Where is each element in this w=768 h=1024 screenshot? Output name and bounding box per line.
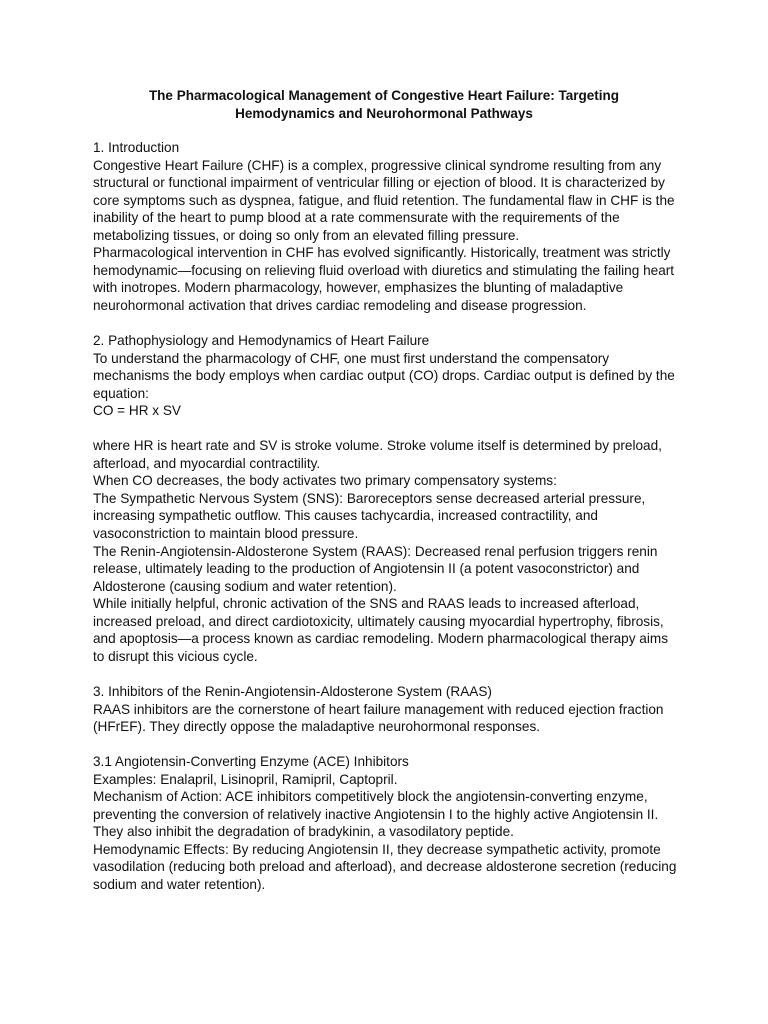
paragraph: where HR is heart rate and SV is stroke volume. Stroke volume itself is determined by preload, afterload, and myocardial contractility. bbox=[93, 438, 662, 471]
document-body bbox=[93, 139, 683, 894]
section-heading: 1. Introduction bbox=[93, 140, 180, 155]
paragraph: The Sympathetic Nervous System (SNS): Baroreceptors sense decreased arterial pressure, increasing sympathetic outflow. This causes tachycardia, increased contractility, and vasoconstriction to maintain blood pressure. bbox=[93, 490, 646, 542]
subsection-heading: 3.1 Angiotensin-Converting Enzyme (ACE) Inhibitors bbox=[93, 754, 409, 770]
blank-line bbox=[93, 736, 683, 754]
paragraph: RAAS inhibitors are the cornerstone of heart failure management with reduced ejection fraction (HFrEF). They directly oppose the maladaptive neurohormonal responses. bbox=[93, 701, 664, 735]
paragraph: Hemodynamic Effects: By reducing Angiotensin II, they decrease sympathetic activity, promote vasodilation (reducing both preload and afterload), and decrease aldosterone secretion (reducing sodium and water retention). bbox=[93, 841, 677, 892]
blank-line bbox=[93, 314, 683, 332]
paragraph: To understand the pharmacology of CHF, one must first understand the compensatory mechanisms the body employs when cardiac output (CO) drops. Cardiac output is defined by the equation: bbox=[93, 350, 675, 401]
blank-line bbox=[93, 665, 683, 683]
paragraph: While initially helpful, chronic activation of the SNS and RAAS leads to increased afterload, increased preload, and direct cardiotoxicity, ultimately causing myocardial hypertrophy, fibrosis, and apoptosis—a process known as cardiac remodeling. Modern pharmacological therapy aims to disrupt this vicious cycle. bbox=[93, 596, 669, 664]
paragraph: Congestive Heart Failure (CHF) is a complex, progressive clinical syndrome resulting from any structural or functional impairment of ventricular filling or ejection of blood. It is characterized by core symptoms such as dyspnea, fatigue, and fluid retention. The fundamental flaw in CHF is the inability of the heart to pump blood at a rate commensurate with the requirements of the metabolizing tissues, or doing so only from an elevated filling pressure. bbox=[93, 157, 675, 243]
title-line-1: The Pharmacological Management of Congestive Heart Failure: Targeting bbox=[148, 88, 620, 103]
paragraph: Pharmacological intervention in CHF has evolved significantly. Historically, treatment was strictly hemodynamic—focusing on relieving fluid overload with diuretics and stimulating the failing heart with inotropes. Modern pharmacology, however, emphasizes the blunting of maladaptive neurohormonal activation that drives cardiac remodeling and disease progression. bbox=[93, 245, 675, 313]
title-line-2: Hemodynamics and Neurohormonal Pathways bbox=[235, 105, 533, 121]
paragraph: When CO decreases, the body activates two primary compensatory systems: bbox=[93, 473, 557, 489]
paragraph: Examples: Enalapril, Lisinopril, Ramipril, Captopril. bbox=[93, 771, 398, 787]
section-heading: 3. Inhibitors of the Renin-Angiotensin-Aldosterone System (RAAS) bbox=[93, 683, 492, 699]
section-heading: 2. Pathophysiology and Hemodynamics of Heart Failure bbox=[93, 333, 430, 349]
paragraph: Mechanism of Action: ACE inhibitors competitively block the angiotensin-converting enzyme, preventing the conversion of relatively inactive Angiotensin I to the highly active Angiotensin II. They also inhibit the degradation of bradykinin, a vasodilatory peptide. bbox=[93, 789, 659, 840]
blank-line bbox=[93, 420, 683, 438]
equation: CO = HR x SV bbox=[93, 403, 182, 419]
paragraph: The Renin-Angiotensin-Aldosterone System (RAAS): Decreased renal perfusion triggers renin release, ultimately leading to the production of Angiotensin II (a potent vasoconstrictor) and Aldosterone (causing sodium and water retention). bbox=[93, 543, 658, 594]
document-title bbox=[93, 87, 675, 122]
